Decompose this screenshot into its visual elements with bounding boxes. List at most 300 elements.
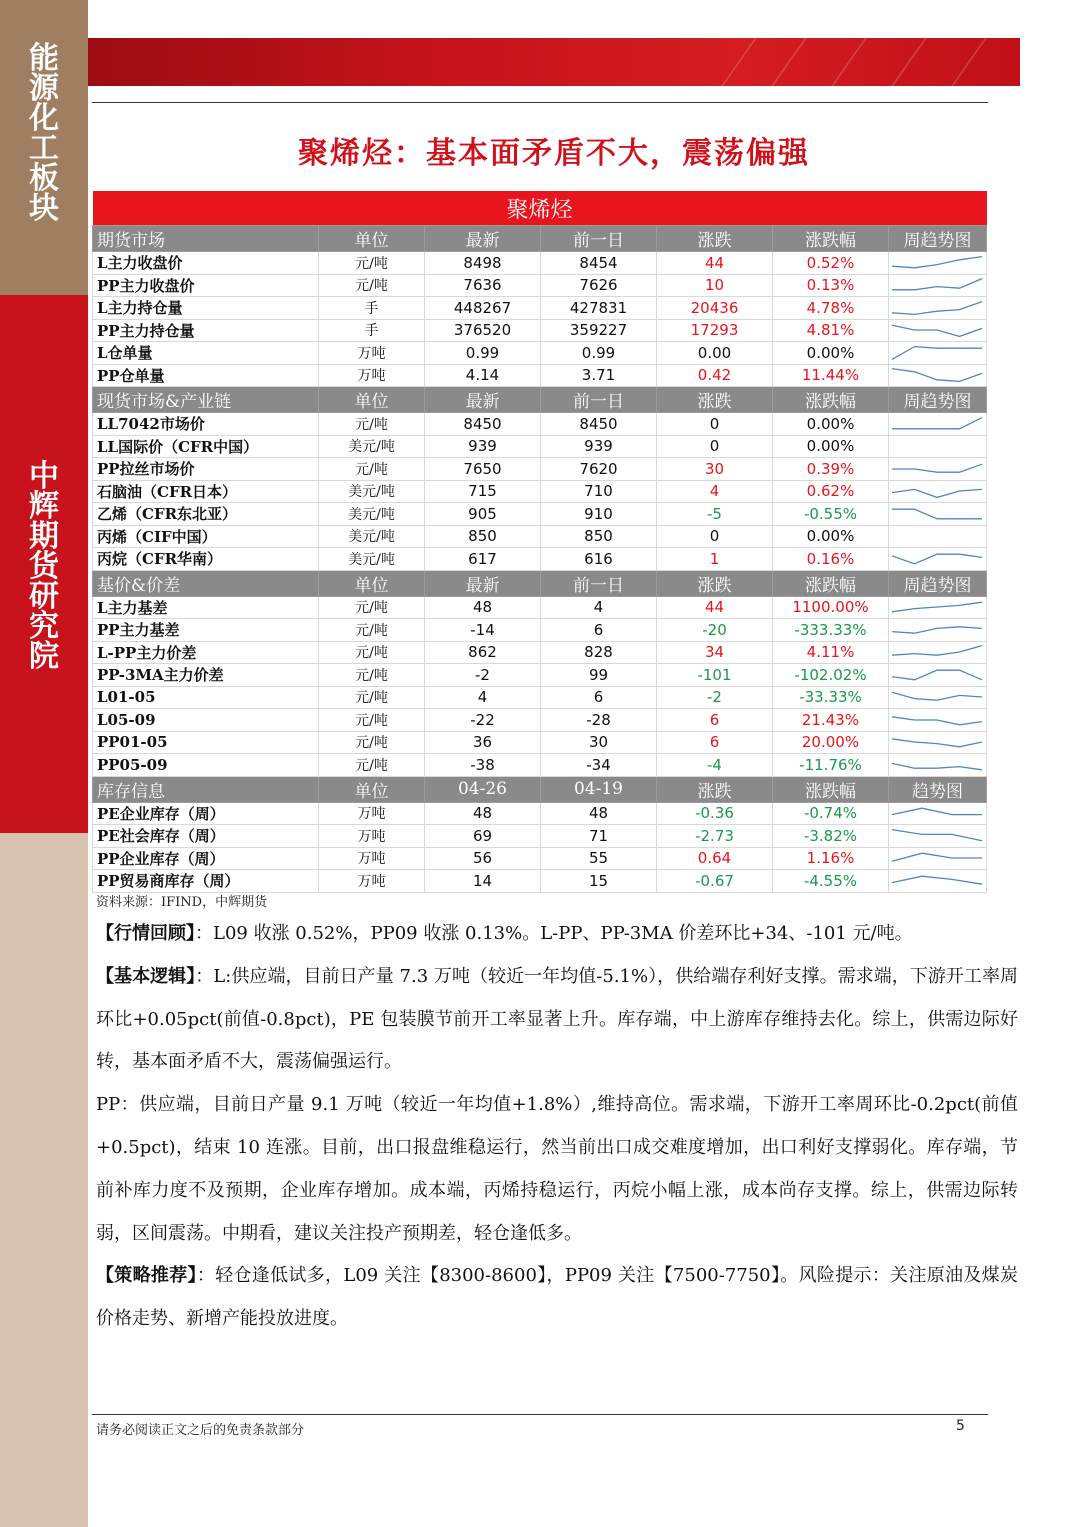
section-char: 能 [29,41,59,76]
cell-unit: 美元/吨 [319,480,425,503]
trend-line [892,670,982,680]
column-header: 前一日 [541,387,657,413]
trend-line [892,346,982,359]
cell-unit: 美元/吨 [319,503,425,526]
cell-pct: 0.62% [773,480,889,503]
cell-trend [889,641,987,664]
cell-chg: 44 [657,596,773,619]
cell-trend [889,503,987,526]
cell-unit: 万吨 [319,802,425,825]
trend-line [892,301,982,314]
cell-prev: 30 [541,731,657,754]
column-header: 现货市场&产业链 [93,387,319,413]
trend-sparkline [889,826,985,846]
trend-line [892,509,982,519]
cell-pct: 0.00% [773,525,889,548]
cell-unit: 元/吨 [319,458,425,481]
cell-pct: 0.00% [773,435,889,458]
cell-pct: 1100.00% [773,596,889,619]
cell-name: 石脑油（CFR日本） [93,480,319,503]
cell-trend [889,619,987,642]
cell-chg: 0.64 [657,847,773,870]
trend-line [892,464,982,472]
trend-line [892,490,982,498]
section-char: 化 [29,101,59,136]
cell-chg: 10 [657,274,773,297]
cell-prev: 910 [541,503,657,526]
cell-pct: 0.00% [773,342,889,365]
cell-unit: 美元/吨 [319,525,425,548]
cell-prev: 427831 [541,297,657,320]
cell-chg: 17293 [657,319,773,342]
cell-prev: -28 [541,709,657,732]
trend-sparkline [889,549,985,569]
table-row [93,847,987,870]
trend-sparkline [889,620,985,640]
cell-chg: 6 [657,709,773,732]
trend-sparkline [889,459,985,479]
trend-sparkline [889,597,985,617]
org-char: 期 [29,519,59,554]
trend-line [892,627,982,633]
column-header: 基价&价差 [93,570,319,596]
cell-chg: 0 [657,435,773,458]
cell-unit: 元/吨 [319,252,425,275]
cell-trend [889,686,987,709]
cell-chg: 44 [657,252,773,275]
trend-sparkline [889,642,985,662]
trend-sparkline [889,710,985,730]
cell-pct: -0.74% [773,802,889,825]
cell-chg: -4 [657,754,773,777]
cell-trend [889,802,987,825]
cell-trend [889,342,987,365]
cell-name: LL7042市场价 [93,413,319,436]
trend-sparkline [889,320,985,340]
trend-sparkline [889,253,985,273]
sidebar-bottom-panel [0,833,88,1527]
cell-latest: 0.99 [425,342,541,365]
analysis-text [96,913,1018,1341]
table-row [93,870,987,893]
trend-sparkline [889,481,985,501]
cell-latest: -38 [425,754,541,777]
table-row [93,297,987,320]
trend-line [892,325,982,336]
cell-latest: 7636 [425,274,541,297]
cell-prev: 616 [541,548,657,571]
cell-prev: 48 [541,802,657,825]
column-header: 涨跌 [657,570,773,596]
trend-line [892,602,982,612]
cell-trend [889,525,987,548]
trend-sparkline [889,803,985,823]
table-row [93,503,987,526]
paragraph-text: ：L:供应端，目前日产量 7.3 万吨（较近一年均值-5.1%），供给端存利好支撑。需求端，下游开工率周环比+0.05pct(前值-0.8pct)，PE 包装膜节前开工率显著上升。库存端，中上游库存维持去化。综上，供需边际好转，基本面矛盾不大，震荡偏强运行。 [96,965,1018,1073]
cell-prev: 4 [541,596,657,619]
cell-prev: 0.99 [541,342,657,365]
cell-unit: 元/吨 [319,641,425,664]
header-rule [92,102,988,103]
trend-sparkline [889,665,985,685]
column-header: 库存信息 [93,776,319,802]
cell-chg: 0.42 [657,364,773,387]
table-row [93,731,987,754]
cell-prev: 71 [541,825,657,848]
cell-unit: 手 [319,319,425,342]
column-header: 最新 [425,226,541,252]
trend-line [892,808,982,814]
column-header: 最新 [425,570,541,596]
cell-trend [889,709,987,732]
cell-name: 丙烯（CIF中国） [93,525,319,548]
cell-pct: 4.11% [773,641,889,664]
header-banner [88,38,1020,86]
cell-latest: 617 [425,548,541,571]
cell-unit: 万吨 [319,342,425,365]
cell-pct: -11.76% [773,754,889,777]
cell-name: LL国际价（CFR中国） [93,435,319,458]
cell-latest: 56 [425,847,541,870]
cell-name: PP05-09 [93,754,319,777]
cell-prev: 710 [541,480,657,503]
cell-latest: 48 [425,802,541,825]
section-char: 块 [29,191,59,226]
cell-latest: 376520 [425,319,541,342]
cell-unit: 元/吨 [319,709,425,732]
cell-trend [889,319,987,342]
cell-latest: -2 [425,664,541,687]
cell-name: PP仓单量 [93,364,319,387]
cell-trend [889,754,987,777]
column-header: 前一日 [541,226,657,252]
column-header: 涨跌 [657,226,773,252]
table-row [93,525,987,548]
cell-prev: 15 [541,870,657,893]
cell-name: PP企业库存（周） [93,847,319,870]
trend-line [892,763,982,769]
cell-pct: 11.44% [773,364,889,387]
cell-pct: 20.00% [773,731,889,754]
cell-unit: 元/吨 [319,754,425,777]
cell-unit: 元/吨 [319,596,425,619]
cell-unit: 万吨 [319,847,425,870]
table-row [93,754,987,777]
trend-sparkline [889,504,985,524]
column-header: 最新 [425,387,541,413]
cell-prev: 939 [541,435,657,458]
cell-prev: 6 [541,619,657,642]
cell-pct: 4.81% [773,319,889,342]
cell-chg: 0 [657,525,773,548]
analysis-paragraph [96,913,1018,956]
cell-name: L主力收盘价 [93,252,319,275]
cell-prev: 3.71 [541,364,657,387]
cell-trend [889,458,987,481]
cell-latest: -22 [425,709,541,732]
cell-chg: -2 [657,686,773,709]
table-row [93,709,987,732]
cell-pct: -4.55% [773,870,889,893]
section-header-row [93,387,987,413]
trend-line [892,256,982,267]
cell-latest: 8498 [425,252,541,275]
cell-unit: 万吨 [319,870,425,893]
table-row [93,252,987,275]
paragraph-label: 【行情回顾】 [96,923,195,944]
cell-unit: 万吨 [319,825,425,848]
column-header: 04-19 [541,776,657,802]
paragraph-label: 【基本逻辑】 [96,965,196,987]
cell-prev: 7620 [541,458,657,481]
section-header-row [93,570,987,596]
table-row [93,364,987,387]
table-row [93,802,987,825]
trend-sparkline [889,755,985,775]
trend-line [892,876,982,884]
column-header: 前一日 [541,570,657,596]
cell-pct: 0.00% [773,413,889,436]
cell-chg: 0 [657,413,773,436]
trend-line [892,829,982,840]
cell-latest: 715 [425,480,541,503]
cell-prev: 850 [541,525,657,548]
table-row [93,435,987,458]
section-char: 源 [29,71,59,106]
table-row [93,413,987,436]
cell-chg: 4 [657,480,773,503]
cell-latest: -14 [425,619,541,642]
cell-pct: -0.55% [773,503,889,526]
column-header: 涨跌 [657,387,773,413]
org-char: 辉 [29,489,59,524]
cell-latest: 7650 [425,458,541,481]
org-char: 研 [29,579,59,614]
cell-unit: 元/吨 [319,686,425,709]
column-header: 期货市场 [93,226,319,252]
cell-latest: 48 [425,596,541,619]
cell-chg: -2.73 [657,825,773,848]
cell-name: 丙烷（CFR华南） [93,548,319,571]
column-header: 涨跌幅 [773,387,889,413]
cell-pct: 0.13% [773,274,889,297]
cell-trend [889,297,987,320]
trend-line [892,692,982,700]
footer-rule [92,1414,988,1415]
trend-sparkline [889,732,985,752]
table-row [93,664,987,687]
table-row [93,458,987,481]
cell-prev: 828 [541,641,657,664]
disclaimer-note: 请务必阅读正文之后的免责条款部分 [96,1423,305,1438]
cell-prev: 8450 [541,413,657,436]
table-row [93,480,987,503]
column-header: 涨跌 [657,776,773,802]
cell-trend [889,870,987,893]
cell-unit: 元/吨 [319,413,425,436]
cell-trend [889,413,987,436]
cell-prev: -34 [541,754,657,777]
cell-name: L主力基差 [93,596,319,619]
cell-unit: 元/吨 [319,664,425,687]
data-source: 资料来源：IFIND，中辉期货 [96,895,268,910]
section-char: 工 [29,131,59,166]
cell-pct: 0.39% [773,458,889,481]
cell-name: PP拉丝市场价 [93,458,319,481]
cell-name: PE企业库存（周） [93,802,319,825]
cell-name: PP-3MA主力价差 [93,664,319,687]
cell-trend [889,364,987,387]
cell-latest: 448267 [425,297,541,320]
trend-line [892,554,982,564]
column-header: 周趋势图 [889,387,987,413]
cell-pct: -33.33% [773,686,889,709]
trend-sparkline [889,275,985,295]
trend-sparkline [889,414,985,434]
sidebar-section-label [0,41,88,226]
paragraph-label: 【策略推荐】 [96,1265,197,1287]
cell-chg: -5 [657,503,773,526]
cell-chg: 1 [657,548,773,571]
table-banner: 聚烯烃 [93,191,987,226]
trend-line [892,853,982,861]
trend-line [892,417,982,428]
cell-chg: -0.36 [657,802,773,825]
page-number: 5 [956,1418,965,1434]
column-header: 涨跌幅 [773,570,889,596]
column-header: 单位 [319,570,425,596]
cell-unit: 元/吨 [319,731,425,754]
column-header: 涨跌幅 [773,776,889,802]
table-row [93,596,987,619]
trend-line [892,646,982,656]
cell-prev: 8454 [541,252,657,275]
trend-line [892,739,982,747]
cell-prev: 55 [541,847,657,870]
cell-pct: -102.02% [773,664,889,687]
paragraph-text: ：轻仓逢低试多，L09 关注【8300-8600】，PP09 关注【7500-7750】。风险提示：关注原油及煤炭价格走势、新增产能投放进度。 [96,1265,1018,1330]
page-title: 聚烯烃：基本面矛盾不大，震荡偏强 [298,136,810,171]
cell-latest: 939 [425,435,541,458]
cell-trend [889,480,987,503]
cell-latest: 4 [425,686,541,709]
cell-unit: 元/吨 [319,274,425,297]
column-header: 04-26 [425,776,541,802]
cell-name: L仓单量 [93,342,319,365]
cell-chg: -0.67 [657,870,773,893]
table-row [93,619,987,642]
cell-latest: 862 [425,641,541,664]
cell-latest: 36 [425,731,541,754]
table-row [93,825,987,848]
cell-name: PP主力基差 [93,619,319,642]
cell-trend [889,825,987,848]
analysis-paragraph [96,1255,1018,1341]
cell-prev: 359227 [541,319,657,342]
cell-trend [889,847,987,870]
trend-sparkline [889,848,985,868]
column-header: 周趋势图 [889,570,987,596]
cell-unit: 元/吨 [319,619,425,642]
cell-latest: 905 [425,503,541,526]
org-char: 院 [29,639,59,674]
paragraph-text: ：L09 收涨 0.52%，PP09 收涨 0.13%。L-PP、PP-3MA 价差环比+34、-101 元/吨。 [195,923,913,944]
org-char: 中 [29,459,59,494]
table-row [93,342,987,365]
cell-chg: 6 [657,731,773,754]
org-char: 究 [29,609,59,644]
cell-latest: 4.14 [425,364,541,387]
column-header: 趋势图 [889,776,987,802]
cell-name: PP01-05 [93,731,319,754]
cell-trend [889,731,987,754]
cell-trend [889,548,987,571]
trend-sparkline [889,365,985,385]
cell-name: L05-09 [93,709,319,732]
cell-name: PP主力持仓量 [93,319,319,342]
section-char: 板 [29,161,59,196]
column-header: 单位 [319,387,425,413]
cell-chg: 34 [657,641,773,664]
cell-trend [889,252,987,275]
trend-line [892,717,982,725]
trend-line [892,369,982,382]
table-row [93,641,987,664]
cell-chg: 20436 [657,297,773,320]
cell-chg: 0.00 [657,342,773,365]
cell-latest: 8450 [425,413,541,436]
cell-name: L主力持仓量 [93,297,319,320]
cell-name: 乙烯（CFR东北亚） [93,503,319,526]
trend-sparkline [889,343,985,363]
table-row [93,319,987,342]
column-header: 单位 [319,226,425,252]
table-banner-row [93,191,987,226]
cell-unit: 手 [319,297,425,320]
table-row [93,274,987,297]
cell-prev: 99 [541,664,657,687]
cell-latest: 850 [425,525,541,548]
cell-chg: 30 [657,458,773,481]
cell-trend [889,596,987,619]
cell-pct: 21.43% [773,709,889,732]
analysis-paragraph [96,956,1018,1084]
table-row [93,686,987,709]
cell-prev: 6 [541,686,657,709]
cell-pct: 1.16% [773,847,889,870]
cell-latest: 14 [425,870,541,893]
cell-pct: -3.82% [773,825,889,848]
cell-chg: -20 [657,619,773,642]
org-char: 货 [29,549,59,584]
cell-trend [889,274,987,297]
polyolefin-data-table [92,191,987,893]
cell-unit: 美元/吨 [319,435,425,458]
cell-name: PE社会库存（周） [93,825,319,848]
cell-name: L01-05 [93,686,319,709]
cell-pct: 4.78% [773,297,889,320]
cell-trend [889,664,987,687]
cell-name: L-PP主力价差 [93,641,319,664]
column-header: 单位 [319,776,425,802]
section-header-row [93,776,987,802]
analysis-paragraph [96,1084,1018,1255]
cell-name: PP主力收盘价 [93,274,319,297]
column-header: 周趋势图 [889,226,987,252]
column-header: 涨跌幅 [773,226,889,252]
cell-prev: 7626 [541,274,657,297]
cell-trend [889,435,987,458]
